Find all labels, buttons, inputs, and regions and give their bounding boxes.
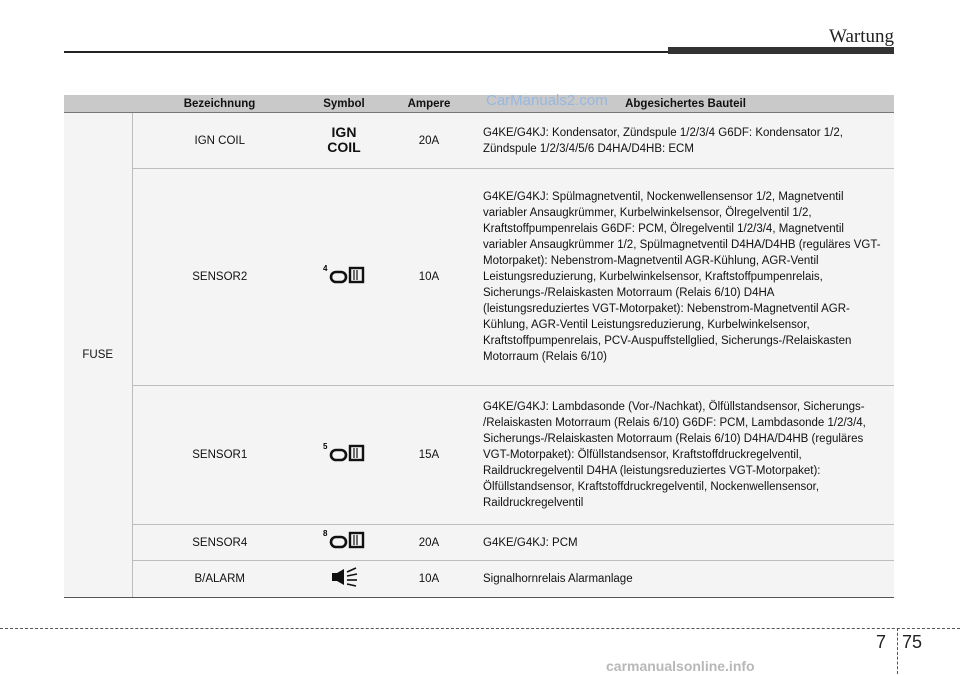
chapter-number: 7	[876, 632, 887, 652]
row-ampere: 20A	[381, 113, 477, 169]
desc-line: Zündspule 1/2/3/4/5/6 D4HA/D4HB: ECM	[483, 142, 694, 155]
desc-line: G4KE/G4KJ: Spülmagnetventil, Nockenwellensensor 1/2, Magnetventil	[483, 191, 844, 203]
desc-line: Kraftstoffpumpenrelais G6DF: PCM, Ölregelventil 1/2/3/4, Magnetventil	[483, 223, 844, 235]
page-number: 75	[902, 632, 923, 652]
row-ampere: 20A	[381, 525, 477, 561]
desc-line: G4KE/G4KJ: PCM	[483, 536, 578, 549]
row-ampere: 10A	[381, 561, 477, 598]
row-description	[477, 386, 894, 525]
row-description	[477, 113, 894, 169]
header-accent-bar	[668, 47, 894, 54]
horn-icon	[307, 561, 381, 598]
table-header-row	[64, 95, 894, 113]
table-row	[64, 113, 894, 169]
desc-line: VGT-Motorpaket): Ölfüllstandsensor, Kraftstoffdruckregelventil,	[483, 449, 802, 461]
desc-line: Raildruckregelventil D4HA (leistungsreduziertes VGT-Motorpaket):	[483, 465, 821, 477]
fuse-group-label: FUSE	[64, 113, 132, 598]
desc-line: G4KE/G4KJ: Lambdasonde (Vor-/Nachkat), Ölfüllstandsensor, Sicherungs-	[483, 401, 865, 413]
desc-line: (leistungsreduziertes VGT-Motorpaket): Nebenstrom-Magnetventil AGR-	[483, 303, 850, 315]
desc-line: Kühlung, AGR-Ventil Leistungsreduzierung, Kurbelwinkelsensor,	[483, 319, 810, 331]
fuse-table	[64, 95, 894, 598]
row-name: SENSOR4	[132, 525, 307, 561]
desc-line: Raildruckregelventil	[483, 497, 584, 509]
footer-rule	[0, 628, 960, 629]
sensor-4-icon	[307, 525, 381, 561]
row-description	[477, 169, 894, 386]
desc-line: G4KE/G4KJ: Kondensator, Zündspule 1/2/3/4 G6DF: Kondensator 1/2,	[483, 126, 843, 139]
table-row	[64, 561, 894, 598]
watermark: CarManuals2.com	[486, 92, 608, 109]
sensor-digit: 5	[323, 441, 328, 451]
header-bezeichnung: Bezeichnung	[132, 95, 307, 113]
table-row	[64, 169, 894, 386]
footer-divider	[897, 628, 898, 674]
sensor-digit: 8	[323, 529, 328, 538]
header-symbol: Symbol	[307, 95, 381, 113]
header-bauteil: Abgesichertes Bauteil	[477, 95, 894, 113]
desc-line: Signalhornrelais Alarmanlage	[483, 573, 633, 585]
table-row	[64, 386, 894, 525]
sensor-2-icon	[307, 169, 381, 386]
desc-line: Ölfüllstandsensor, Kraftstoffdruckregelventil, Nockenwellensensor,	[483, 481, 820, 493]
desc-line: Motorraum (Relais 6/10)	[483, 351, 607, 363]
header-ampere: Ampere	[381, 95, 477, 113]
ign-icon-text-2: COIL	[327, 138, 361, 155]
desc-line: variabler Ansaugkrümmer, Kurbelwinkelsensor, Ölregelventil 1/2,	[483, 207, 812, 219]
row-ampere: 15A	[381, 386, 477, 525]
row-name: SENSOR2	[132, 169, 307, 386]
desc-line: Kraftstoffpumpenrelais, PCV-Auspuffstellglied, Sicherungs-/Relaiskasten	[483, 335, 852, 347]
ign-coil-icon	[307, 113, 381, 169]
desc-line: Leistungsreduzierung, Kurbelwinkelsensor, Kraftstoffpumpenrelais,	[483, 271, 823, 283]
desc-line: /Relaiskasten Motorraum (Relais 6/10) G6DF: PCM, Lambdasonde 1/2/3/4,	[483, 417, 866, 429]
table-row	[64, 525, 894, 561]
header-blank	[64, 95, 132, 113]
sensor-1-icon	[307, 386, 381, 525]
desc-line: variabler Ansaugkrümmer 1/2, Spülmagnetventil D4HA/D4HB (reguläres VGT-	[483, 239, 881, 251]
row-name: B/ALARM	[132, 561, 307, 598]
desc-line: Sicherungs-/Relaiskasten Motorraum (Relais 6/10) D4HA/D4HB (reguläres	[483, 433, 864, 445]
row-name: SENSOR1	[132, 386, 307, 525]
row-ampere: 10A	[381, 169, 477, 386]
desc-line: Motorpaket): Nebenstrom-Magnetventil AGR-Kühlung, AGR-Ventil	[483, 255, 819, 267]
row-description	[477, 561, 894, 598]
desc-line: Sicherungs-/Relaiskasten Motorraum (Relais 6/10) D4HA	[483, 287, 775, 299]
section-title: Wartung	[829, 26, 894, 47]
ign-icon-text-1: IGN	[331, 123, 357, 140]
row-name: IGN COIL	[132, 113, 307, 169]
row-description	[477, 525, 894, 561]
footer-logo[interactable]: carmanualsonline.info	[606, 658, 755, 674]
sensor-digit: 4	[323, 263, 328, 273]
